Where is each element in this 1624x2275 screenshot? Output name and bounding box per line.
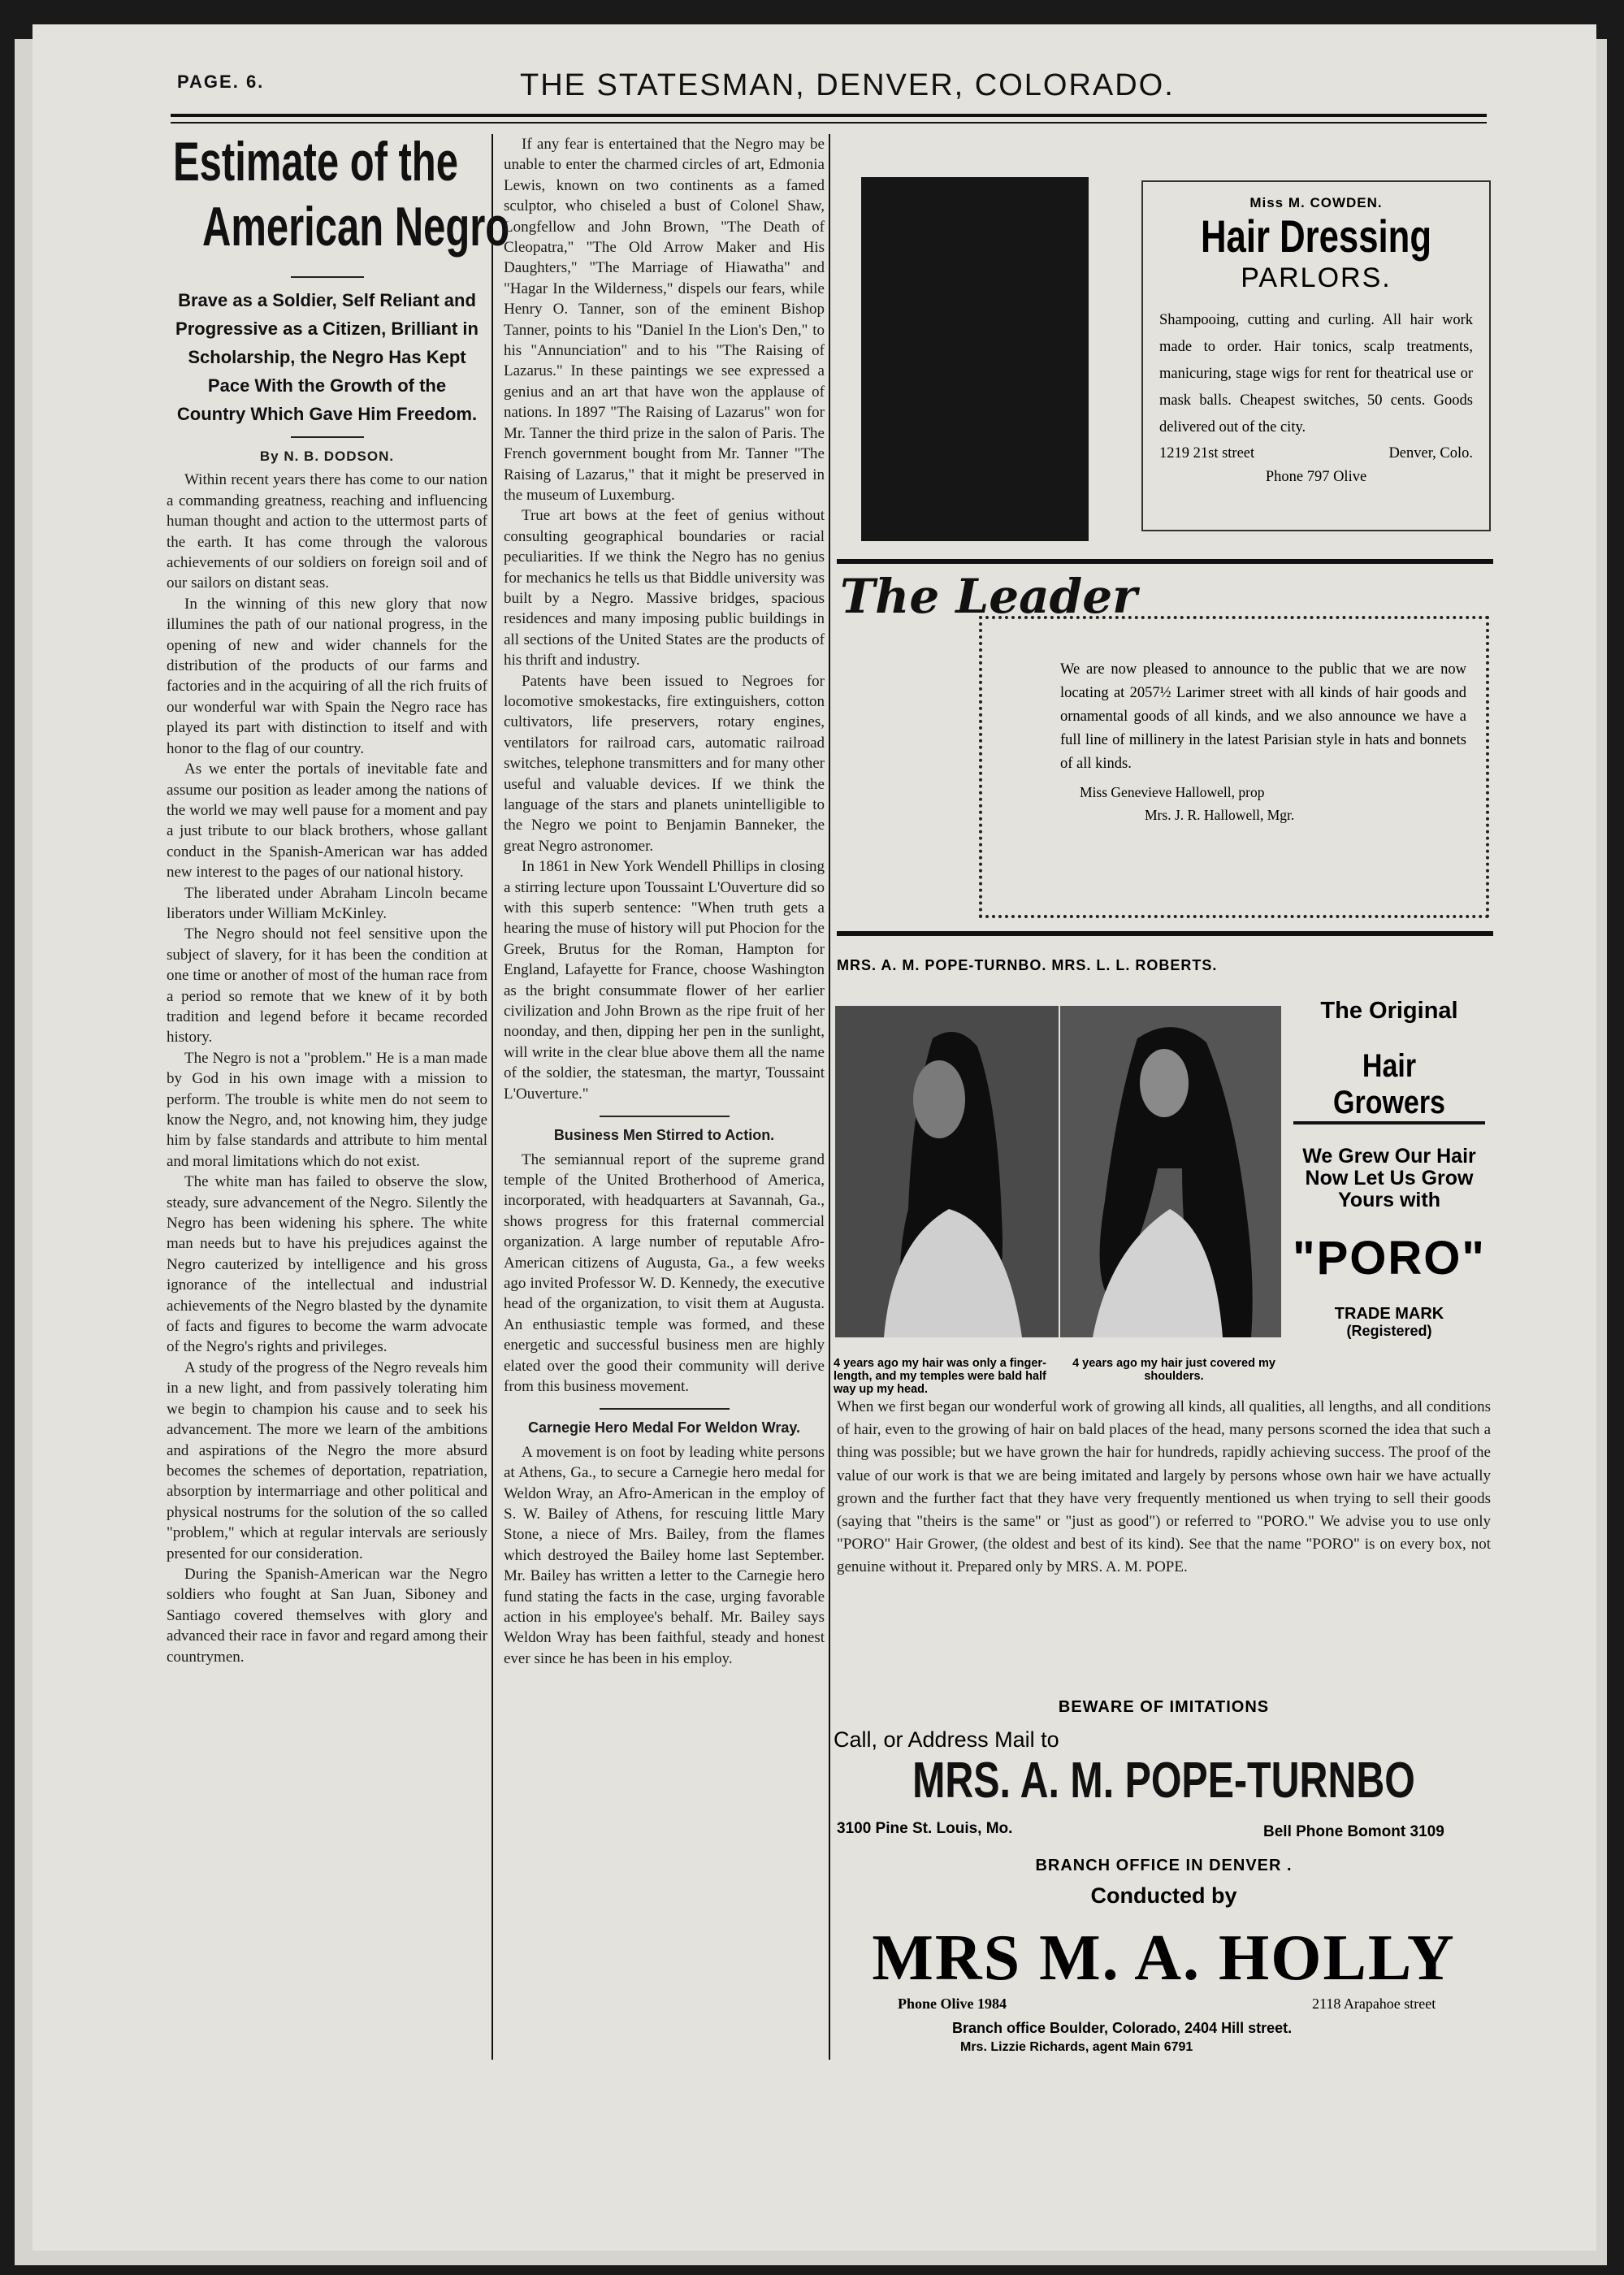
poro-big-name: MRS. A. M. POPE-TURNBO (912, 1753, 1415, 1809)
caption-left: 4 years ago my hair was only a finger-length, and my temples were bald half way up my head. (834, 1357, 1046, 1396)
masthead-title: THE STATESMAN, DENVER, COLORADO. (520, 68, 1175, 102)
poro-body: When we first began our wonderful work of growing all kinds, all qualities, all lengths, and all conditions of hair, even to the growing of hair on bald places of the head, many persons scorned the idea that such a thing was possible; but we have grown the hair for hundreds, rapidly achieving success. The proof of the value of our work is that we are being imitated and largely by persons whose own hair we have actually grown and the further fact that they have very frequently mentioned us when trying to sell their goods (saying that "theirs is the same" or "just as good") or referred to "PORO." We advise you to use only "PORO" Hair Grower, (the oldest and best of its kind). See that the name "PORO" is on every box, not genuine without it. Prepared only by MRS. A. M. POPE. (837, 1398, 1491, 1576)
cowden-address-row (1159, 441, 1473, 466)
cowden-body: Shampooing, cutting and curling. All hair work made to order. Hair tonics, scalp treatments, manicuring, stage wigs for rent for theatrical use or mask balls. Cheapest switches, 50 cents. Goods delivered out of the city. (1159, 312, 1473, 436)
leader-mgr: Mrs. J. R. Hallowell, Mgr. (1145, 807, 1295, 823)
leader-top-rule (837, 559, 1493, 564)
poro-phone-olive: Phone Olive 1984 (898, 1996, 1007, 2012)
article-paragraph: If any fear is entertained that the Negro may be unable to enter the charmed circles of art, Edmonia Lewis, known on two continents as a famed sculptor, who chiseled a bust of Colonel Shaw, Longfellow and John Brown, "The Death of Cleopatra," "The Old Arrow Maker and His Daughters," "The Marriage of Hiawatha" and "Hagar In the Wilderness," dispels our fears, while Henry O. Tanner, son of the eminent Bishop Tanner, points to his "Daniel In the Lion's Den," to his "Annunciation" and to his "The Raising of Lazarus." In these paintings we see expressed a genius and an art that have won the applause of nations. In 1897 "The Raising of Lazarus" won for Mr. Tanner the third prize in the salon of Paris. The French government bought from Mr. Tanner "The Raising of Lazarus," that it might be preserved in the museum of Luxemburg. (504, 136, 825, 504)
caption-right: 4 years ago my hair just covered my shoulders. (1072, 1357, 1275, 1383)
portrait-right-illustration (1060, 1006, 1281, 1337)
poro-hair-growers: Hair Growers (1333, 1048, 1445, 1120)
carnegie-headline: Carnegie Hero Medal For Weldon Wray. (527, 1419, 801, 1436)
poro-branch: BRANCH OFFICE IN DENVER . (1035, 1857, 1293, 1874)
poro-boulder: Branch office Boulder, Colorado, 2404 Hill street. (952, 2020, 1293, 2036)
poro-address: 3100 Pine St. Louis, Mo. (837, 1820, 1013, 1837)
article-paragraph: True art bows at the feet of genius without consulting geographical boundaries or racial peculiarities. If we think the Negro has no genius for mechanics he tells us that Biddle university was built by a Negro. Massive bridges, spacious residences and many imposing public buildings in all sections of the United States are the products of his thrift and industry. (504, 507, 825, 670)
leader-ad-frame (979, 616, 1489, 918)
cowden-title: Hair Dressing (1200, 210, 1432, 262)
portrait-right (1060, 1006, 1281, 1337)
article-paragraph: The liberated under Abraham Lincoln became liberators under William McKinley. (167, 884, 487, 922)
column-divider (829, 134, 830, 2060)
business-paragraph: The semiannual report of the supreme grand temple of the United Brotherhood of America, incorporated, with headquarters at Savannah, Ga., shows progress for this fraternal commercial organization. A large number of reputable Afro-American citizens of Augusta, Ga., a few weeks ago invited Professor W. D. Kennedy, the executive head of the organization, to visit them at Augusta. An enthusiastic temple was formed, and these energetic and successful business men are highly elated over the good their community will derive from this business movement. (504, 1150, 825, 1395)
leader-prop: Miss Genevieve Hallowell, prop (1080, 784, 1265, 800)
portrait-left (835, 1006, 1059, 1337)
article-paragraph: The white man has failed to observe the slow, steady, sure advancement of the Negro. Silently the Negro has been widening his sphere. The white man needs but to have his prejudices against the Negro cauterized by intelligence and his gross ignorance of the intellectual and industrial achievements of the Negro blasted by the dynamite of facts and figures to become the warm advocate of the Negro's rights and privileges. (167, 1173, 487, 1356)
article-paragraph: The Negro should not feel sensitive upon the subject of slavery, for it has been the condition at one time or another of most of the human race from a period so remote that we knew of it by both tradition and legend before it became recorded history. (167, 925, 487, 1046)
masthead-rule-thin (171, 122, 1487, 124)
cowden-phone: Phone 797 Olive (1265, 469, 1367, 485)
leader-title: The Leader (840, 569, 1137, 624)
headline-line-2: American Negro (202, 196, 510, 258)
separator (600, 1116, 730, 1117)
separator (291, 436, 364, 438)
poro-beware: BEWARE OF IMITATIONS (1058, 1698, 1270, 1716)
poro-original: The Original (1320, 998, 1458, 1024)
portrait-left-illustration (835, 1006, 1059, 1337)
article-paragraph: A study of the progress of the Negro reveals him in a new light, and from passively tolerating him we begin to champion his cause and to seek his advancement. The more we learn of the ambitions and aspirations of the Negro the more absurd becomes the schemes of deportation, repatriation, absorption by intermarriage and other political and physical nostrums for the solution of the so called "problem," which at regular intervals are seriously presented for our consideration. (167, 1358, 487, 1562)
carnegie-paragraph: A movement is on foot by leading white persons at Athens, Ga., to secure a Carnegie hero medal for Weldon Wray, an Afro-American in the employ of S. W. Bailey of Athens, for rescuing little Mary Stone, a niece of Mrs. Bailey, from the flames which destroyed the Bailey home last September. Mr. Bailey has written a letter to the Carnegie hero fund stating the facts in the case, urging favorable action in his employee's behalf. Mr. Bailey says Weldon Wray has been faithful, steady and honest ever since he has been in his employ. (504, 1443, 825, 1667)
article-column-1 (167, 130, 510, 1667)
article-deck: Brave as a Soldier, Self Reliant and Progressive as a Citizen, Brilliant in Scholarship, the Negro Has Kept Pace With the Growth of the Country Which Gave Him Freedom. (175, 290, 479, 424)
headline-line-1: Estimate of the (173, 131, 458, 193)
poro-arapahoe: 2118 Arapahoe street (1312, 1996, 1436, 2012)
separator (600, 1408, 730, 1410)
cowden-proprietor: Miss M. COWDEN. (1249, 195, 1383, 210)
leader-body: We are now pleased to announce to the public that we are now locating at 2057½ Larimer street with all kinds of hair goods and ornamental goods of all kinds, and we also announce we have a full line of millinery in the latest Parisian style in hats and bonnets of all kinds. (1060, 661, 1466, 772)
poro-bell-phone: Bell Phone Bomont 3109 (1263, 1823, 1444, 1840)
leader-bottom-rule (837, 931, 1493, 936)
poro-conducted: Conducted by (1090, 1883, 1237, 1908)
article-column-2 (504, 134, 825, 1669)
cowden-ad (1141, 180, 1491, 531)
poro-brand: "PORO" (1293, 1232, 1486, 1285)
poro-names: MRS. A. M. POPE-TURNBO. MRS. L. L. ROBERTS. (837, 957, 1218, 973)
dark-photo-block (861, 177, 1089, 541)
article-paragraph: The Negro is not a "problem." He is a man made by God in his own image with a mission to perform. The trouble is white men do not seem to know the Negro, and, not knowing him, they judge him by false standards and attribute to him mental and moral limitations which do not exist. (167, 1049, 487, 1170)
article-paragraph: During the Spanish-American war the Negro soldiers who fought at San Juan, Siboney and Santiago covered themselves with glory and advanced their race in favor and regard among their countrymen. (167, 1565, 487, 1666)
article-paragraph: Patents have been issued to Negroes for locomotive smokestacks, fire extinguishers, cotton cultivators, life preservers, rotary engines, ventilators for railroad cars, automatic railroad switches, telephone transmitters and for many other useful and valuable devices. If we think the language of the stars and planets unintelligible to the Negro we point to Benjamin Banneker, the great Negro astronomer. (504, 672, 825, 855)
page-number: PAGE. 6. (177, 72, 265, 92)
poro-trade-mark: TRADE MARK (1334, 1305, 1444, 1323)
poro-call: Call, or Address Mail to (834, 1727, 1059, 1752)
article-paragraph: As we enter the portals of inevitable fate and assume our position as leader among the nations of the world we may well pause for a moment and pay a just tribute to our black brothers, whose gallant conduct in the Spanish-American war has added new interest to the pages of our national history. (167, 760, 487, 882)
poro-divider (1293, 1121, 1485, 1124)
poro-we-grew: We Grew Our Hair Now Let Us Grow Yours with (1302, 1145, 1476, 1211)
business-headline: Business Men Stirred to Action. (553, 1127, 775, 1144)
poro-richards: Mrs. Lizzie Richards, agent Main 6791 (960, 2040, 1193, 2054)
article-byline: By N. B. DODSON. (259, 448, 395, 464)
cowden-address: 1219 21st street (1159, 445, 1255, 462)
cowden-city: Denver, Colo. (1388, 445, 1473, 462)
poro-holly: MRS M. A. HOLLY (872, 1922, 1456, 1994)
article-paragraph: In 1861 in New York Wendell Phillips in closing a stirring lecture upon Toussaint L'Ouverture did so with this superb sentence: "When truth gets a hearing the muse of history will put Phocion for the Greek, Brutus for the Roman, Hampton for England, Lafayette for France, choose Washington as the bright consummate flower of her earlier civilization and John Brown as the ripe fruit of her noonday, and then, dipping her pen in the sunlight, will write in the clear blue above them all the name of the soldier, the statesman, the martyr, Toussaint L'Ouverture." (504, 858, 825, 1103)
article-headline (167, 130, 510, 268)
column-divider (492, 134, 493, 2060)
article-paragraph: Within recent years there has come to our nation a commanding greatness, reaching and influencing human thought and action to the uttermost parts of the earth. It has come through the valorous achievements of our soldiers on foreign soil and of our sailors on distant seas. (167, 471, 487, 592)
article-paragraph: In the winning of this new glory that now illumines the path of our national progress, in the opening of new and wider channels for the distribution of the products of our farms and factories and in the acquiring of all the rich fruits of our wonderful war with Spain the Negro race has played its part with distinction to itself and with honor to the flag of our country. (167, 595, 487, 757)
poro-registered: (Registered) (1346, 1323, 1432, 1339)
cowden-subtitle: PARLORS. (1241, 262, 1392, 293)
separator (291, 276, 364, 278)
masthead-rule (171, 114, 1487, 117)
